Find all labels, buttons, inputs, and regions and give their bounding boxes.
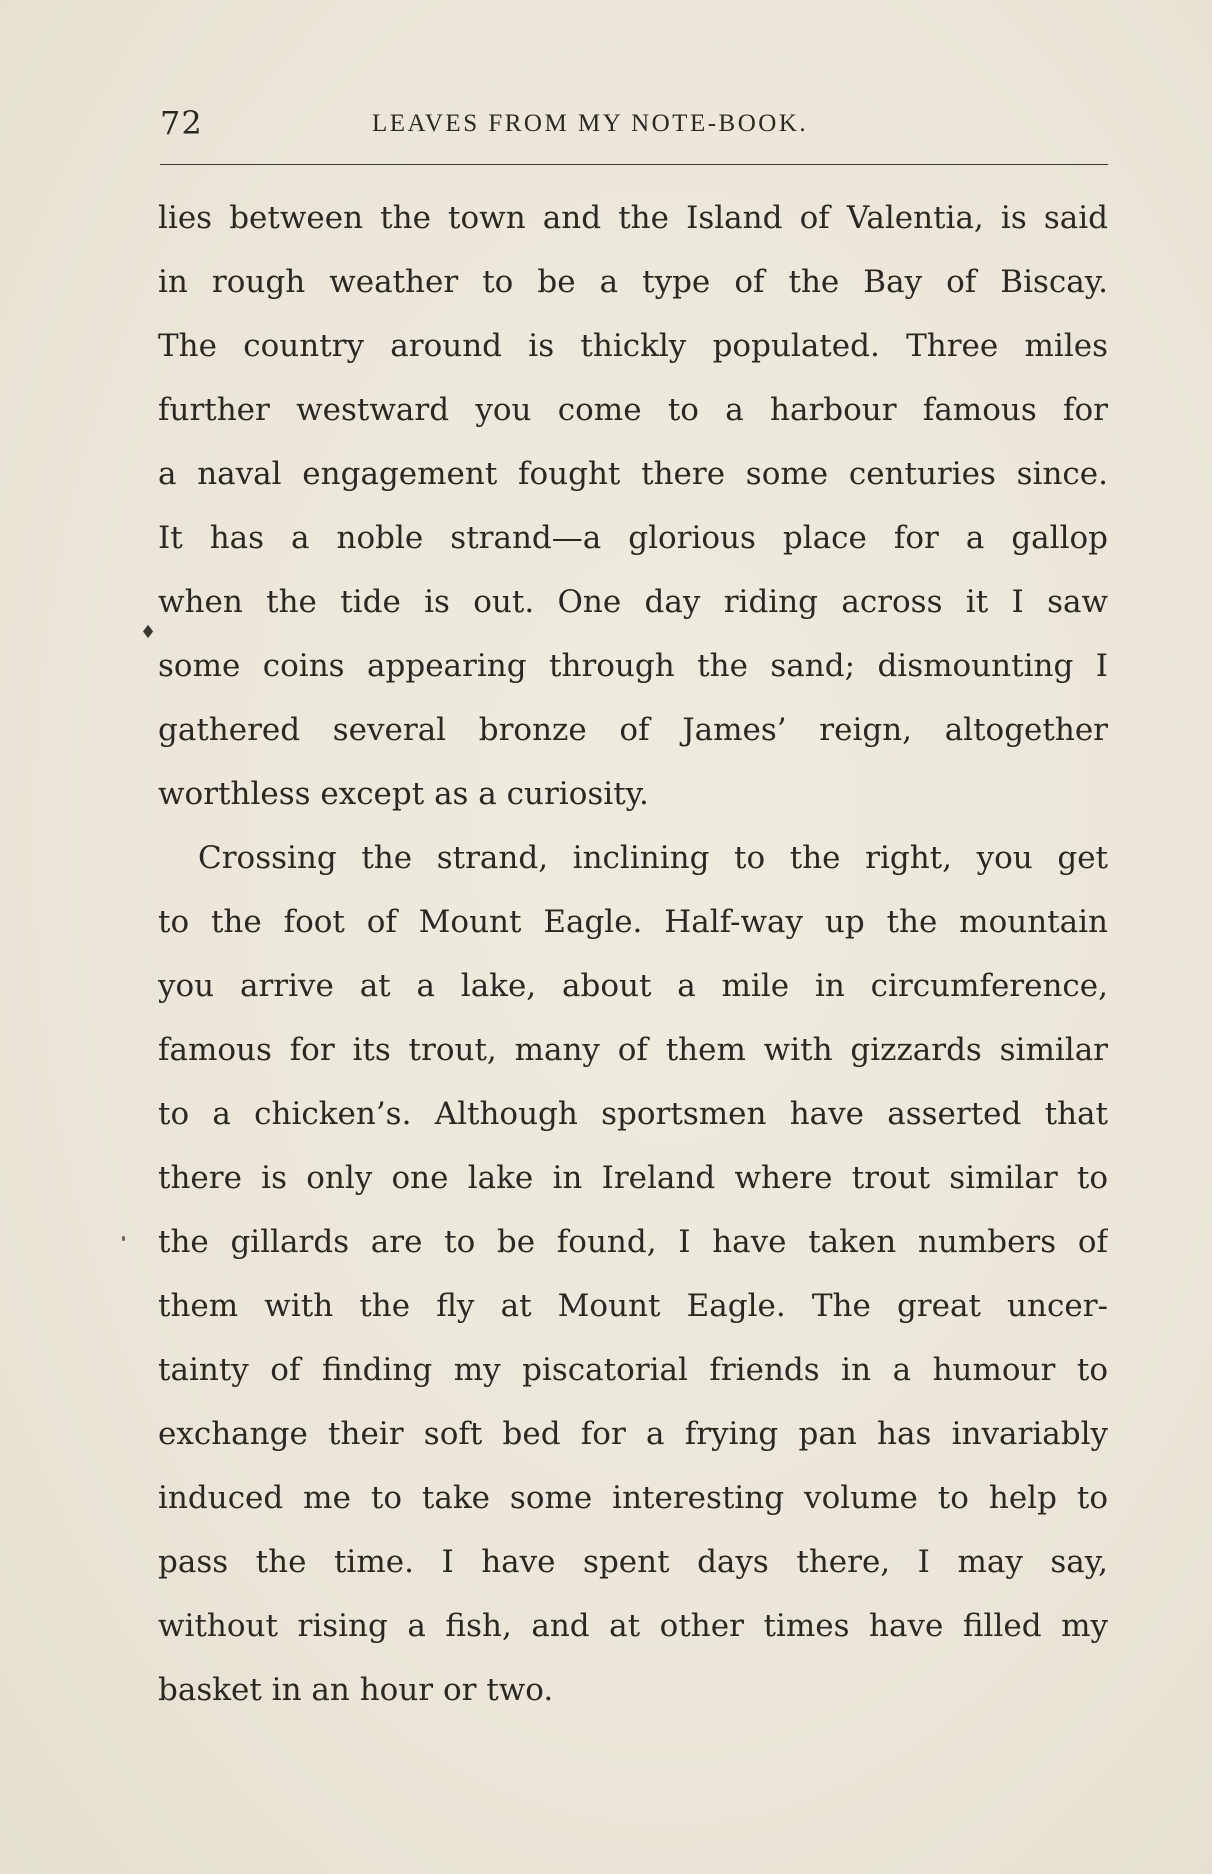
text-line: famous for its trout, many of them with gizzards similar bbox=[158, 1032, 1108, 1068]
text-line: It has a noble strand—a glorious place for a gallop bbox=[158, 520, 1108, 556]
paragraph-last-line: basket in an hour or two. bbox=[158, 1672, 554, 1708]
header-rule bbox=[160, 164, 1108, 165]
text-line: to the foot of Mount Eagle. Half-way up the mountain bbox=[158, 904, 1108, 940]
text-line: induced me to take some interesting volume to help to bbox=[158, 1480, 1108, 1516]
text-line: gathered several bronze of James’ reign, altogether bbox=[158, 712, 1108, 748]
page-number: 72 bbox=[160, 104, 203, 142]
text-line: tainty of finding my piscatorial friends in a humour to bbox=[158, 1352, 1108, 1388]
text-line: pass the time. I have spent days there, I may say, bbox=[158, 1544, 1108, 1580]
body-text bbox=[158, 186, 1108, 1722]
margin-mark: ♦ bbox=[140, 622, 157, 643]
page-header bbox=[160, 104, 1106, 144]
text-line: lies between the town and the Island of Valentia, is said bbox=[158, 200, 1108, 236]
running-head: LEAVES FROM MY NOTE-BOOK. bbox=[372, 110, 809, 137]
paragraph-first-line: Crossing the strand, inclining to the right, you get bbox=[198, 840, 1108, 876]
text-line: there is only one lake in Ireland where trout similar to bbox=[158, 1160, 1108, 1196]
text-line: exchange their soft bed for a frying pan has invariably bbox=[158, 1416, 1108, 1452]
text-line: in rough weather to be a type of the Bay of Biscay. bbox=[158, 264, 1108, 300]
text-line: without rising a fish, and at other times have filled my bbox=[158, 1608, 1108, 1644]
text-line: when the tide is out. One day riding across it I saw bbox=[158, 584, 1108, 620]
margin-speck bbox=[122, 1236, 125, 1241]
text-line: a naval engagement fought there some centuries since. bbox=[158, 456, 1108, 492]
text-line: you arrive at a lake, about a mile in circumference, bbox=[158, 968, 1108, 1004]
text-line: some coins appearing through the sand; dismounting I bbox=[158, 648, 1108, 684]
text-line: further westward you come to a harbour famous for bbox=[158, 392, 1108, 428]
text-line: to a chicken’s. Although sportsmen have asserted that bbox=[158, 1096, 1108, 1132]
text-line: the gillards are to be found, I have taken numbers of bbox=[158, 1224, 1108, 1260]
paragraph-last-line: worthless except as a curiosity. bbox=[158, 776, 649, 812]
text-line: them with the fly at Mount Eagle. The great uncer- bbox=[158, 1288, 1108, 1324]
text-line: The country around is thickly populated. Three miles bbox=[158, 328, 1108, 364]
